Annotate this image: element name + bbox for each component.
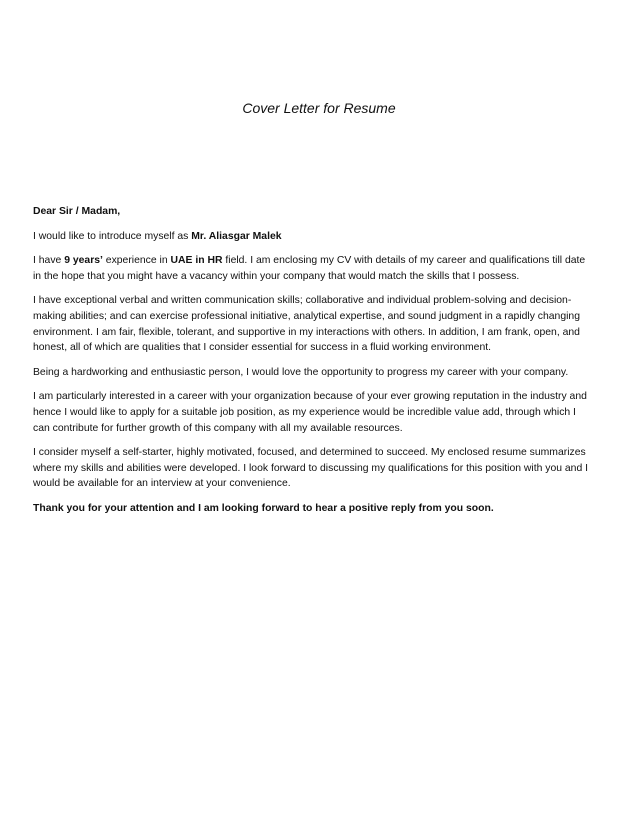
applicant-name: Mr. Aliasgar Malek — [191, 230, 282, 242]
skills-paragraph: I have exceptional verbal and written communication skills; collaborative and individual problem-solving and decision-making abilities; and can exercise professional initiative, analytical expertise, and sound judgment in a rapidly changing environment. I am fair, flexible, tolerant, and supportive in my interactions with others. In addition, I am frank, open, and honest, all of which are qualities that I consider essential for success in a fluid working environment. — [33, 295, 580, 354]
closing-paragraph: Thank you for your attention and I am looking forward to hear a positive reply from you soon. — [33, 502, 494, 514]
letter-body — [33, 204, 593, 526]
interest-paragraph: I am particularly interested in a career with your organization because of your ever growing reputation in the industry and hence I would like to apply for a suitable job position, as my experience would be incredible value add, through which I can contribute for further growth of this company with all my available resources. — [33, 391, 587, 434]
document-title: Cover Letter for Resume — [242, 100, 396, 116]
intro-paragraph: I would like to introduce myself as Mr. Aliasgar Malek — [33, 230, 282, 242]
self-starter-paragraph: I consider myself a self-starter, highly motivated, focused, and determined to succeed. My enclosed resume summarizes where my skills and abilities were developed. I look forward to discussing my qualifications for this position with you and I would be available for an interview at your convenience. — [33, 447, 589, 490]
salutation: Dear Sir / Madam, — [33, 206, 121, 217]
hardworking-paragraph: Being a hardworking and enthusiastic person, I would love the opportunity to progress my career with your company. — [33, 366, 569, 378]
experience-paragraph: I have 9 years’ experience in UAE in HR field. I am enclosing my CV with details of my career and qualifications till date in the hope that you might have a vacancy within your company that would match the skills that I possess. — [33, 255, 586, 282]
